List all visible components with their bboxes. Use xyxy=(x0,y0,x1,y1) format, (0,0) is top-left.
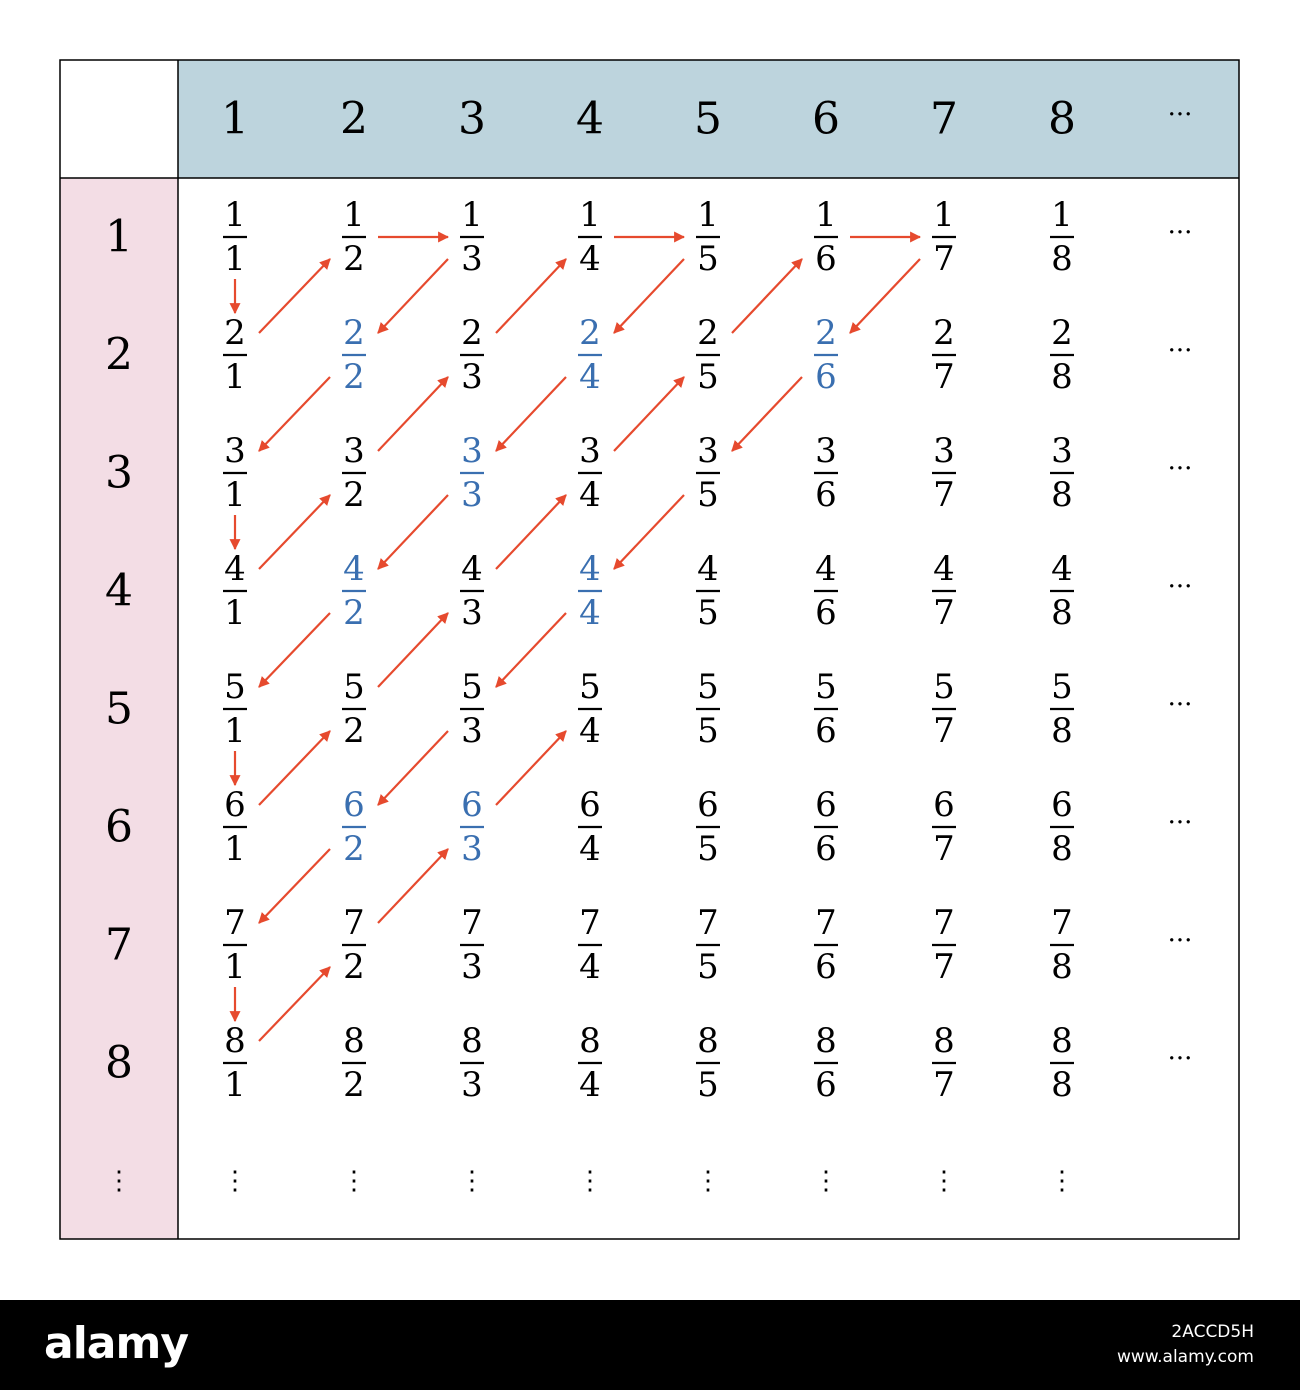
fraction-3-4 xyxy=(578,431,602,515)
fraction-8-2 xyxy=(342,1021,366,1105)
denominator: 4 xyxy=(579,357,601,397)
numerator: 3 xyxy=(1051,431,1073,471)
numerator: 7 xyxy=(1051,903,1073,943)
fraction-6-1 xyxy=(223,785,247,869)
column-ellipsis: ⋮ xyxy=(459,1166,485,1196)
fraction-4-1 xyxy=(223,549,247,633)
denominator: 8 xyxy=(1051,475,1073,515)
fraction-3-8 xyxy=(1050,431,1074,515)
fraction-3-5 xyxy=(696,431,720,515)
numerator: 5 xyxy=(224,667,246,707)
numerator: 5 xyxy=(461,667,483,707)
numerator: 4 xyxy=(697,549,719,589)
fraction-4-8 xyxy=(1050,549,1074,633)
fraction-5-4 xyxy=(578,667,602,751)
denominator: 5 xyxy=(697,947,719,987)
denominator: 3 xyxy=(461,593,483,633)
numerator: 1 xyxy=(933,195,955,235)
numerator: 1 xyxy=(579,195,601,235)
numerator: 6 xyxy=(579,785,601,825)
denominator: 4 xyxy=(579,475,601,515)
denominator: 1 xyxy=(224,239,246,279)
denominator: 8 xyxy=(1051,711,1073,751)
fraction-2-3 xyxy=(460,313,484,397)
denominator: 5 xyxy=(697,711,719,751)
fraction-1-3 xyxy=(460,195,484,279)
numerator: 3 xyxy=(343,431,365,471)
fraction-3-3 xyxy=(460,431,484,515)
denominator: 8 xyxy=(1051,829,1073,869)
numerator: 6 xyxy=(933,785,955,825)
column-ellipsis: ⋮ xyxy=(695,1166,721,1196)
numerator: 4 xyxy=(933,549,955,589)
fraction-4-5 xyxy=(696,549,720,633)
denominator: 3 xyxy=(461,357,483,397)
column-header-8: 8 xyxy=(1048,93,1076,145)
denominator: 4 xyxy=(579,1065,601,1105)
fraction-7-2 xyxy=(342,903,366,987)
denominator: 3 xyxy=(461,239,483,279)
denominator: 6 xyxy=(815,1065,837,1105)
row-ellipsis: ··· xyxy=(1167,1044,1193,1074)
denominator: 7 xyxy=(933,829,955,869)
numerator: 7 xyxy=(343,903,365,943)
numerator: 2 xyxy=(461,313,483,353)
fraction-6-3 xyxy=(460,785,484,869)
denominator: 5 xyxy=(697,1065,719,1105)
denominator: 1 xyxy=(224,593,246,633)
fraction-6-5 xyxy=(696,785,720,869)
column-header-7: 7 xyxy=(930,93,958,145)
alamy-logo: alamy xyxy=(44,1318,188,1369)
fraction-8-5 xyxy=(696,1021,720,1105)
numerator: 4 xyxy=(815,549,837,589)
denominator: 5 xyxy=(697,593,719,633)
denominator: 1 xyxy=(224,357,246,397)
numerator: 2 xyxy=(579,313,601,353)
fraction-6-8 xyxy=(1050,785,1074,869)
fraction-8-1 xyxy=(223,1021,247,1105)
numerator: 5 xyxy=(1051,667,1073,707)
denominator: 6 xyxy=(815,829,837,869)
denominator: 6 xyxy=(815,475,837,515)
denominator: 2 xyxy=(343,239,365,279)
denominator: 6 xyxy=(815,593,837,633)
column-header-2: 2 xyxy=(340,93,368,145)
denominator: 2 xyxy=(343,711,365,751)
numerator: 1 xyxy=(343,195,365,235)
denominator: 2 xyxy=(343,829,365,869)
denominator: 4 xyxy=(579,711,601,751)
fraction-7-1 xyxy=(223,903,247,987)
image-credit xyxy=(1117,1320,1254,1370)
denominator: 7 xyxy=(933,475,955,515)
numerator: 4 xyxy=(1051,549,1073,589)
denominator: 8 xyxy=(1051,1065,1073,1105)
numerator: 2 xyxy=(697,313,719,353)
row-ellipsis: ··· xyxy=(1167,454,1193,484)
numerator: 7 xyxy=(815,903,837,943)
row-header-5: 5 xyxy=(105,683,133,735)
fraction-8-4 xyxy=(578,1021,602,1105)
denominator: 1 xyxy=(224,711,246,751)
denominator: 2 xyxy=(343,1065,365,1105)
numerator: 7 xyxy=(697,903,719,943)
numerator: 6 xyxy=(1051,785,1073,825)
numerator: 7 xyxy=(224,903,246,943)
column-header-6: 6 xyxy=(812,93,840,145)
denominator: 8 xyxy=(1051,593,1073,633)
fraction-8-3 xyxy=(460,1021,484,1105)
numerator: 1 xyxy=(1051,195,1073,235)
fraction-1-2 xyxy=(342,195,366,279)
denominator: 3 xyxy=(461,475,483,515)
fraction-5-5 xyxy=(696,667,720,751)
numerator: 6 xyxy=(697,785,719,825)
numerator: 5 xyxy=(697,667,719,707)
numerator: 2 xyxy=(224,313,246,353)
numerator: 1 xyxy=(461,195,483,235)
numerator: 3 xyxy=(933,431,955,471)
column-ellipsis: ⋮ xyxy=(1049,1166,1075,1196)
denominator: 7 xyxy=(933,239,955,279)
fraction-4-4 xyxy=(578,549,602,633)
denominator: 8 xyxy=(1051,239,1073,279)
fraction-6-7 xyxy=(932,785,956,869)
fraction-7-8 xyxy=(1050,903,1074,987)
numerator: 3 xyxy=(579,431,601,471)
column-header-1: 1 xyxy=(221,93,249,145)
column-ellipsis: ⋮ xyxy=(577,1166,603,1196)
numerator: 3 xyxy=(815,431,837,471)
numerator: 8 xyxy=(933,1021,955,1061)
numerator: 3 xyxy=(697,431,719,471)
fraction-7-3 xyxy=(460,903,484,987)
denominator: 1 xyxy=(224,947,246,987)
denominator: 4 xyxy=(579,947,601,987)
numerator: 7 xyxy=(579,903,601,943)
denominator: 5 xyxy=(697,239,719,279)
numerator: 4 xyxy=(461,549,483,589)
row-header-4: 4 xyxy=(105,565,133,617)
denominator: 7 xyxy=(933,593,955,633)
fraction-1-6 xyxy=(814,195,838,279)
row-ellipsis: ··· xyxy=(1167,690,1193,720)
numerator: 5 xyxy=(579,667,601,707)
fraction-5-1 xyxy=(223,667,247,751)
numerator: 4 xyxy=(343,549,365,589)
denominator: 8 xyxy=(1051,947,1073,987)
row-header-9: ⋮ xyxy=(106,1166,132,1196)
column-ellipsis: ⋮ xyxy=(931,1166,957,1196)
fraction-1-8 xyxy=(1050,195,1074,279)
fraction-1-4 xyxy=(578,195,602,279)
column-header-4: 4 xyxy=(576,93,604,145)
row-ellipsis: ··· xyxy=(1167,572,1193,602)
denominator: 6 xyxy=(815,711,837,751)
fraction-6-6 xyxy=(814,785,838,869)
site-url: www.alamy.com xyxy=(1116,1347,1254,1367)
fraction-4-7 xyxy=(932,549,956,633)
numerator: 7 xyxy=(461,903,483,943)
numerator: 6 xyxy=(343,785,365,825)
denominator: 6 xyxy=(815,239,837,279)
fraction-5-6 xyxy=(814,667,838,751)
denominator: 3 xyxy=(461,1065,483,1105)
fraction-2-1 xyxy=(223,313,247,397)
numerator: 7 xyxy=(933,903,955,943)
fraction-7-5 xyxy=(696,903,720,987)
denominator: 4 xyxy=(579,239,601,279)
denominator: 5 xyxy=(697,357,719,397)
row-header-6: 6 xyxy=(105,801,133,853)
denominator: 4 xyxy=(579,829,601,869)
denominator: 4 xyxy=(579,593,601,633)
denominator: 3 xyxy=(461,711,483,751)
denominator: 7 xyxy=(933,947,955,987)
row-header-8: 8 xyxy=(105,1037,133,1089)
numerator: 5 xyxy=(933,667,955,707)
fraction-3-1 xyxy=(223,431,247,515)
denominator: 5 xyxy=(697,475,719,515)
row-ellipsis: ··· xyxy=(1167,218,1193,248)
fraction-5-2 xyxy=(342,667,366,751)
numerator: 1 xyxy=(697,195,719,235)
fraction-3-6 xyxy=(814,431,838,515)
numerator: 8 xyxy=(343,1021,365,1061)
row-header-1: 1 xyxy=(105,211,133,263)
fraction-2-6 xyxy=(814,313,838,397)
fraction-2-7 xyxy=(932,313,956,397)
denominator: 2 xyxy=(343,593,365,633)
fraction-6-2 xyxy=(342,785,366,869)
numerator: 6 xyxy=(224,785,246,825)
fraction-2-4 xyxy=(578,313,602,397)
numerator: 8 xyxy=(815,1021,837,1061)
fraction-3-2 xyxy=(342,431,366,515)
fraction-2-2 xyxy=(342,313,366,397)
image-id: 2ACCD5H xyxy=(1171,1322,1254,1342)
row-header-7: 7 xyxy=(105,919,133,971)
numerator: 5 xyxy=(815,667,837,707)
watermark-footer xyxy=(0,1300,1300,1390)
column-ellipsis: ⋮ xyxy=(813,1166,839,1196)
column-ellipsis: ⋮ xyxy=(341,1166,367,1196)
denominator: 6 xyxy=(815,947,837,987)
column-ellipsis: ⋮ xyxy=(222,1166,248,1196)
denominator: 1 xyxy=(224,475,246,515)
denominator: 7 xyxy=(933,357,955,397)
denominator: 5 xyxy=(697,829,719,869)
denominator: 3 xyxy=(461,947,483,987)
fraction-3-7 xyxy=(932,431,956,515)
column-header-5: 5 xyxy=(694,93,722,145)
numerator: 8 xyxy=(1051,1021,1073,1061)
numerator: 8 xyxy=(224,1021,246,1061)
denominator: 2 xyxy=(343,475,365,515)
fraction-2-8 xyxy=(1050,313,1074,397)
numerator: 2 xyxy=(343,313,365,353)
fraction-1-7 xyxy=(932,195,956,279)
numerator: 8 xyxy=(697,1021,719,1061)
numerator: 1 xyxy=(224,195,246,235)
fraction-8-7 xyxy=(932,1021,956,1105)
row-header-2: 2 xyxy=(105,329,133,381)
fraction-4-6 xyxy=(814,549,838,633)
denominator: 1 xyxy=(224,1065,246,1105)
denominator: 1 xyxy=(224,829,246,869)
fraction-5-7 xyxy=(932,667,956,751)
fraction-6-4 xyxy=(578,785,602,869)
fraction-4-3 xyxy=(460,549,484,633)
numerator: 6 xyxy=(461,785,483,825)
row-ellipsis: ··· xyxy=(1167,336,1193,366)
fraction-7-6 xyxy=(814,903,838,987)
numerator: 2 xyxy=(815,313,837,353)
row-ellipsis: ··· xyxy=(1167,808,1193,838)
numerator: 8 xyxy=(579,1021,601,1061)
fraction-7-4 xyxy=(578,903,602,987)
fraction-7-7 xyxy=(932,903,956,987)
column-header-9: ··· xyxy=(1167,100,1193,130)
numerator: 2 xyxy=(1051,313,1073,353)
denominator: 2 xyxy=(343,947,365,987)
numerator: 2 xyxy=(933,313,955,353)
numerator: 8 xyxy=(461,1021,483,1061)
denominator: 6 xyxy=(815,357,837,397)
numerator: 3 xyxy=(461,431,483,471)
row-ellipsis: ··· xyxy=(1167,926,1193,956)
numerator: 6 xyxy=(815,785,837,825)
denominator: 3 xyxy=(461,829,483,869)
denominator: 2 xyxy=(343,357,365,397)
fraction-5-8 xyxy=(1050,667,1074,751)
fraction-1-1 xyxy=(223,195,247,279)
denominator: 8 xyxy=(1051,357,1073,397)
denominator: 7 xyxy=(933,1065,955,1105)
numerator: 4 xyxy=(224,549,246,589)
numerator: 1 xyxy=(815,195,837,235)
numerator: 4 xyxy=(579,549,601,589)
fraction-1-5 xyxy=(696,195,720,279)
fraction-4-2 xyxy=(342,549,366,633)
row-header-3: 3 xyxy=(105,447,133,499)
fraction-2-5 xyxy=(696,313,720,397)
fraction-8-6 xyxy=(814,1021,838,1105)
denominator: 7 xyxy=(933,711,955,751)
fraction-5-3 xyxy=(460,667,484,751)
numerator: 3 xyxy=(224,431,246,471)
fraction-8-8 xyxy=(1050,1021,1074,1105)
numerator: 5 xyxy=(343,667,365,707)
column-header-3: 3 xyxy=(458,93,486,145)
